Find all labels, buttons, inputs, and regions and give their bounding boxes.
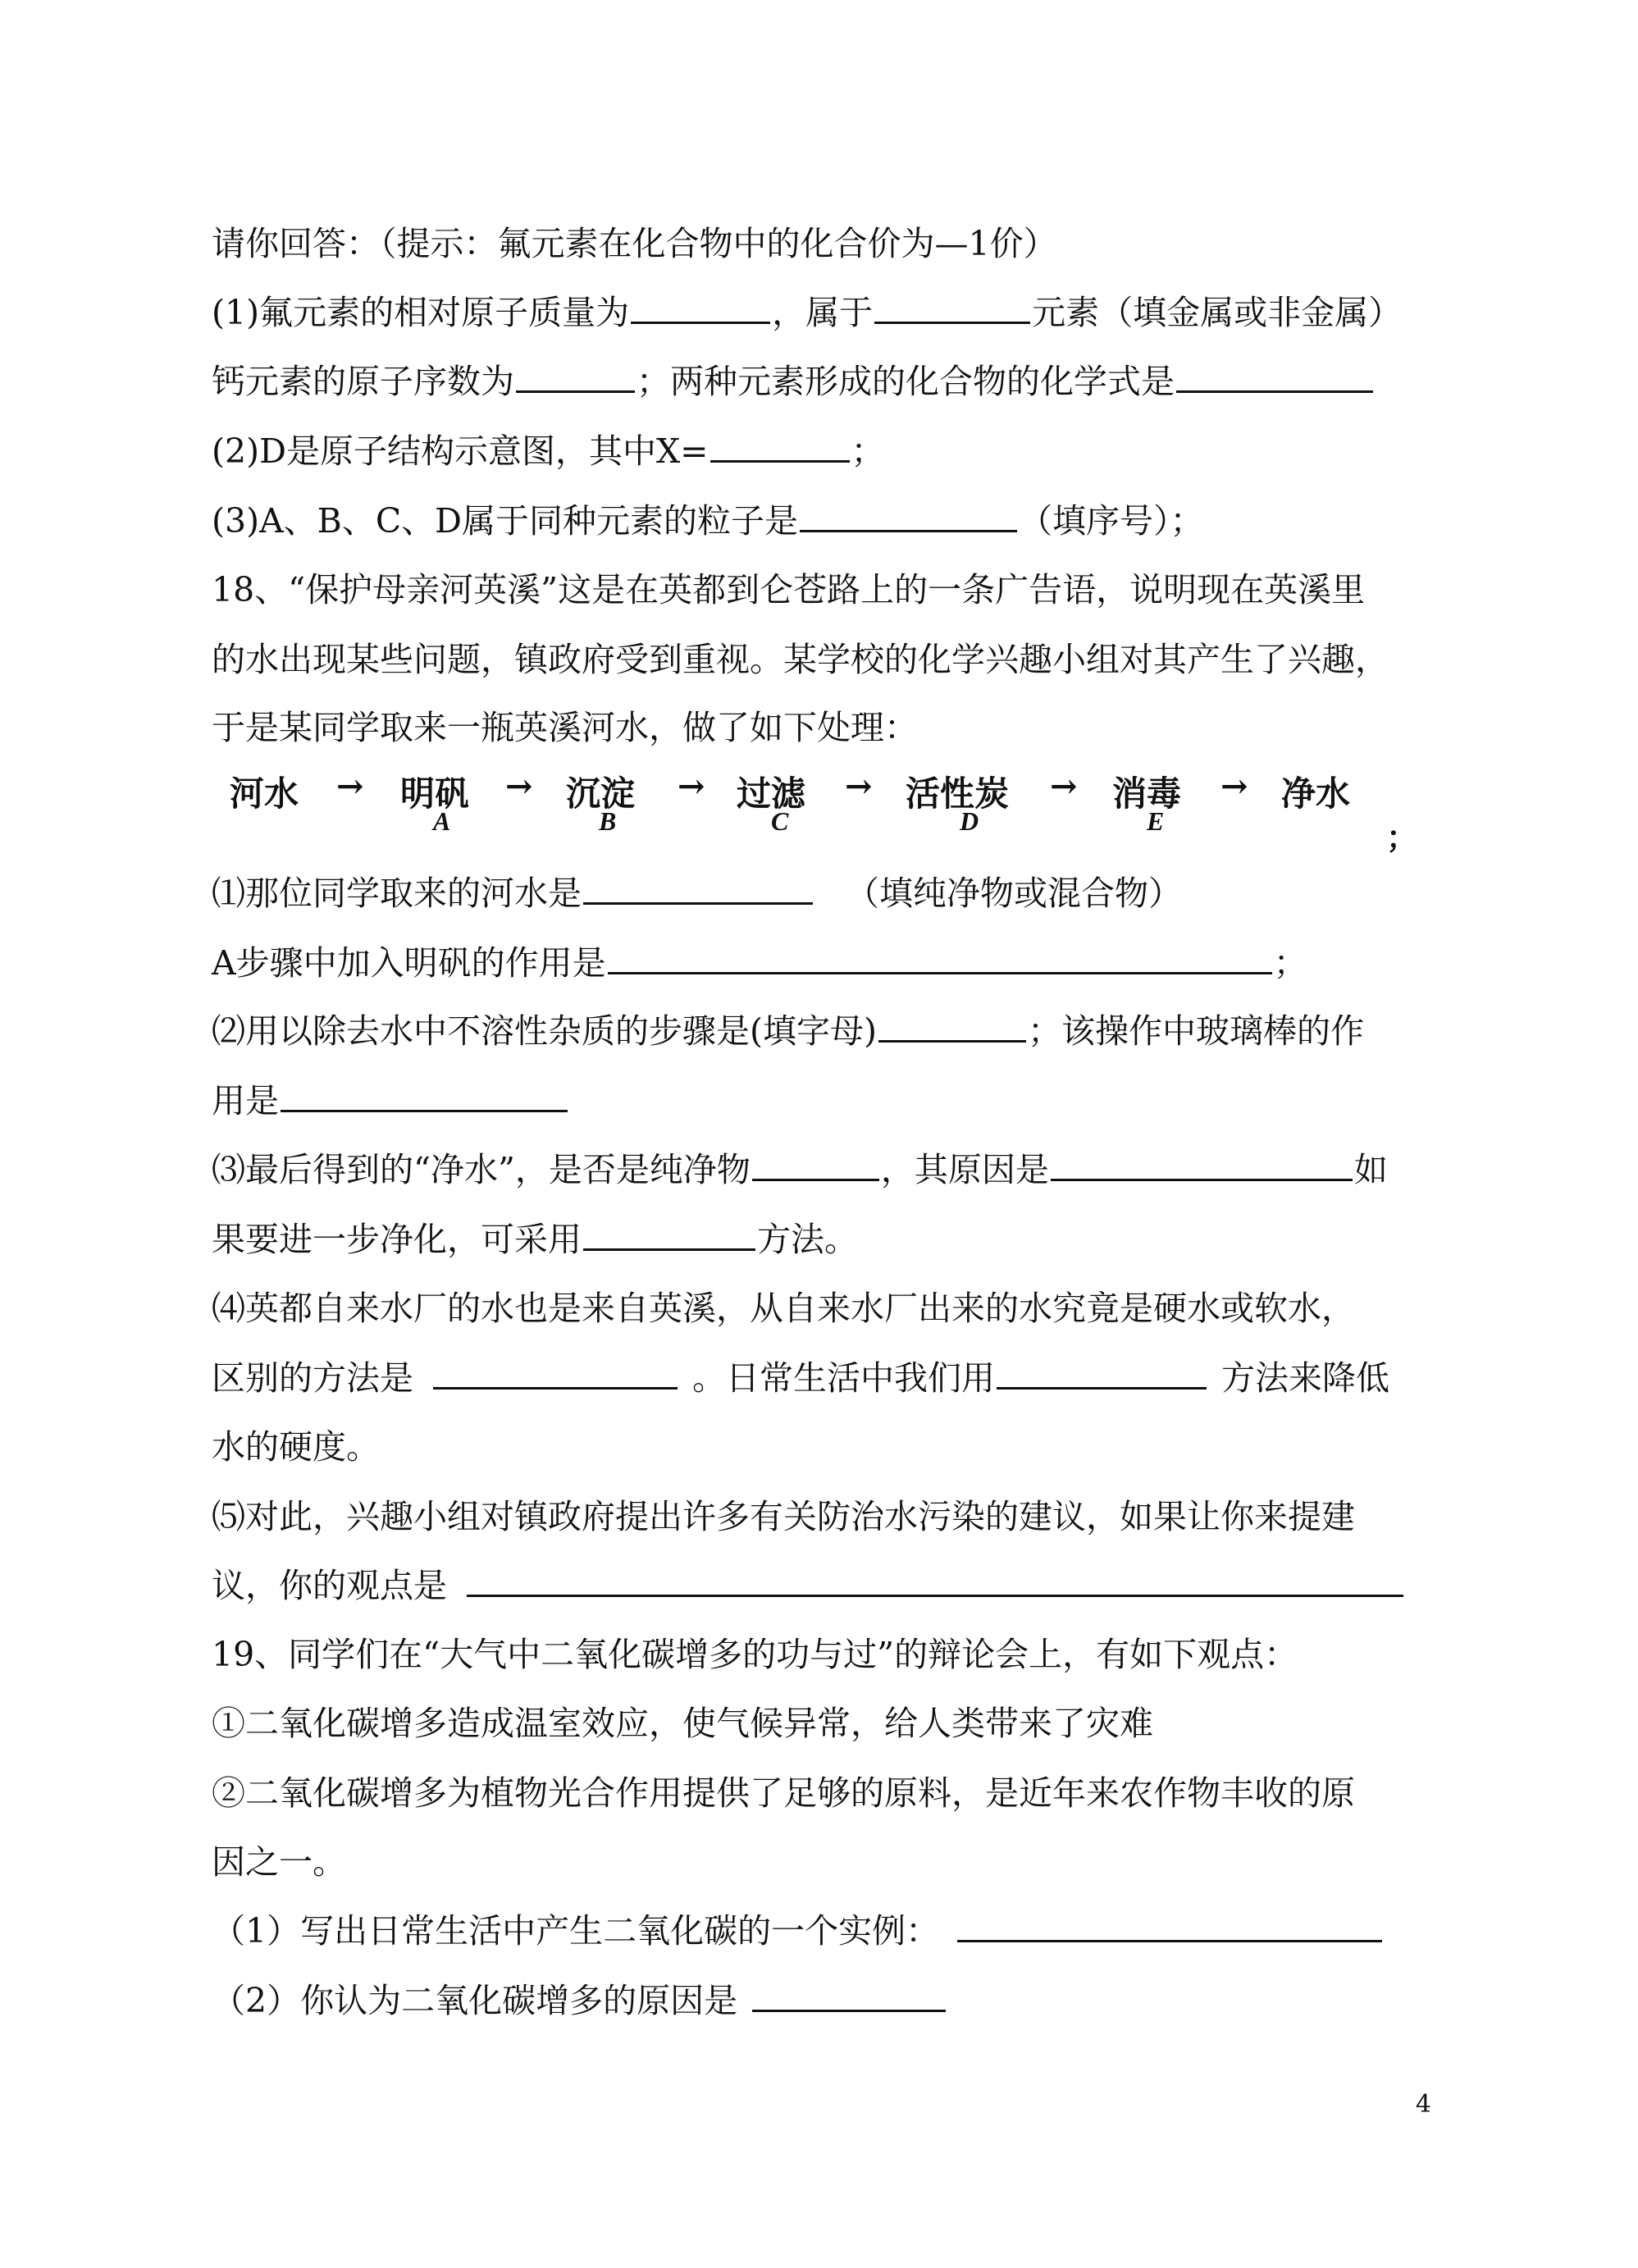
q18-stem-line-3	[212, 704, 1433, 751]
q17-calcium-line	[212, 358, 1433, 405]
flow-step: 过滤	[737, 773, 806, 814]
q18-text: 。日常生活中我们用	[692, 1358, 995, 1398]
flow-arrow: →	[678, 767, 705, 805]
q19-text: 19、同学们在“大气中二氧化碳增多的功与过”的辩论会上，有如下观点：	[212, 1635, 1298, 1674]
flow-letter: B	[599, 806, 617, 836]
q18-part3-line	[212, 1146, 1433, 1193]
flow-arrow: →	[845, 767, 873, 805]
q18-glass-rod-line	[212, 1077, 1433, 1125]
q18-text: 议，你的观点是	[212, 1566, 447, 1605]
q18-text: ；该操作中玻璃棒的作	[1028, 1011, 1364, 1051]
q19-sub1-line	[212, 1907, 1433, 1955]
flow-arrow: →	[1050, 767, 1078, 805]
q19-text: ①二氧化碳增多造成温室效应，使气候异常，给人类带来了灾难	[212, 1704, 1153, 1743]
flow-step: 明矾	[400, 773, 470, 814]
answer-blank[interactable]	[583, 869, 813, 905]
answer-blank[interactable]	[710, 427, 850, 463]
flow-step: 消毒	[1112, 773, 1182, 814]
q19-text: （1）写出日常生活中产生二氧化碳的一个实例：	[212, 1911, 940, 1951]
q18-text: ⑵用以除去水中不溶性杂质的步骤是(填字母)	[212, 1011, 877, 1051]
q17-text: (1)氟元素的相对原子质量为	[212, 293, 630, 332]
answer-blank[interactable]	[874, 289, 1030, 324]
q19-sub2-line	[212, 1977, 1433, 2024]
q19-view1-line	[212, 1700, 1433, 1747]
answer-blank[interactable]	[752, 1977, 946, 2012]
q18-text: 18、“保护母亲河英溪”这是在英都到仑苍路上的一条广告语，说明现在英溪里	[212, 570, 1366, 609]
answer-blank[interactable]	[1176, 358, 1373, 393]
q17-text: (3)A、B、C、D属于同种元素的粒子是	[212, 501, 799, 541]
answer-blank[interactable]	[997, 1354, 1207, 1390]
flow-arrow: →	[336, 767, 364, 805]
answer-blank[interactable]	[752, 1146, 879, 1181]
page-number: 4	[1415, 2090, 1431, 2119]
flow-step: 河水	[230, 773, 299, 814]
q19-text: ②二氧化碳增多为植物光合作用提供了足够的原料，是近年来农作物丰收的原	[212, 1773, 1355, 1813]
answer-blank[interactable]	[467, 1562, 1403, 1597]
q18-hardness-end-line	[212, 1423, 1433, 1471]
answer-blank[interactable]	[800, 497, 1017, 532]
q17-part2-line	[212, 427, 1433, 475]
answer-blank[interactable]	[878, 1007, 1026, 1043]
flow-arrow: →	[1221, 767, 1248, 805]
flow-letter: E	[1147, 806, 1165, 836]
q18-part2-line	[212, 1007, 1433, 1055]
q18-text: ⑸对此，兴趣小组对镇政府提出许多有关防治水污染的建议，如果让你来提建	[212, 1497, 1355, 1536]
q18-text: ⑴那位同学取来的河水是	[212, 874, 582, 913]
hint-text: 请你回答：（提示：氟元素在化合物中的化合价为—1价）	[212, 224, 1057, 263]
q17-part1-line	[212, 289, 1433, 336]
q18-stem-line-2	[212, 636, 1433, 683]
q19-text: （2）你认为二氧化碳增多的原因是	[212, 1981, 738, 2020]
q19-view2-line	[212, 1769, 1433, 1817]
q18-purify-line	[212, 1216, 1433, 1263]
q17-part3-line	[212, 497, 1433, 545]
answer-blank[interactable]	[516, 358, 635, 393]
answer-blank[interactable]	[281, 1077, 568, 1112]
q18-text: 如	[1353, 1150, 1388, 1189]
q17-text: (2)D是原子结构示意图，其中X=	[212, 431, 709, 471]
q18-alum-line	[212, 939, 1433, 987]
answer-blank[interactable]	[583, 1216, 755, 1251]
q18-text: ；	[1273, 943, 1307, 983]
q18-stem-line-1	[212, 566, 1433, 614]
flow-step: 净水	[1281, 773, 1351, 814]
q19-view2-end-line	[212, 1838, 1433, 1886]
q17-text: ；两种元素形成的化合物的化学式是	[636, 362, 1175, 401]
q18-text: 的水出现某些问题，镇政府受到重视。某学校的化学兴趣小组对其产生了兴趣，	[212, 640, 1389, 679]
flow-step: 沉淀	[566, 773, 636, 814]
q18-opinion-line	[212, 1562, 1433, 1609]
purification-flow	[212, 767, 1442, 836]
q17-text: （填序号）；	[1019, 501, 1204, 541]
q18-part1-line	[212, 869, 1433, 917]
q17-text: 钙元素的原子序数为	[212, 362, 514, 401]
answer-blank[interactable]	[957, 1907, 1382, 1942]
answer-blank[interactable]	[1051, 1146, 1353, 1181]
q18-text: 方法。	[757, 1220, 858, 1259]
flow-step: 活性炭	[906, 773, 1010, 814]
q17-text: 元素（填金属或非金属）	[1032, 293, 1403, 332]
q18-hardness-line	[212, 1354, 1433, 1402]
q18-text: ⑶最后得到的“净水”，是否是纯净物	[212, 1150, 751, 1189]
q18-part5-line	[212, 1493, 1433, 1540]
flow-letter: A	[433, 806, 451, 836]
q19-text: 因之一。	[212, 1842, 346, 1882]
answer-blank[interactable]	[433, 1354, 678, 1390]
q18-text: 用是	[212, 1081, 279, 1120]
q18-text: 果要进一步净化，可采用	[212, 1220, 582, 1259]
q18-text: ⑷英都自来水厂的水也是来自英溪，从自来水厂出来的水究竟是硬水或软水，	[212, 1289, 1355, 1328]
hint-line	[212, 220, 1433, 267]
flow-letter: C	[771, 806, 789, 836]
q19-stem-line	[212, 1631, 1433, 1678]
q17-text: ，属于	[772, 293, 874, 332]
flow-letter: D	[960, 806, 979, 836]
q18-text: （填纯净物或混合物）	[846, 874, 1182, 913]
q18-text: 于是某同学取来一瓶英溪河水，做了如下处理：	[212, 708, 918, 747]
q18-part4-line	[212, 1285, 1433, 1332]
q18-text: ，其原因是	[880, 1150, 1049, 1189]
q18-text: 水的硬度。	[212, 1427, 380, 1467]
flow-arrow: →	[505, 767, 533, 805]
q18-text: A步骤中加入明矾的作用是	[212, 943, 606, 983]
q17-text: ；	[851, 431, 885, 471]
q18-text: 区别的方法是	[212, 1358, 413, 1398]
answer-blank[interactable]	[631, 289, 770, 324]
answer-blank[interactable]	[608, 939, 1272, 974]
flow-end-mark: ；	[1386, 819, 1418, 856]
q18-text: 方法来降低	[1221, 1358, 1389, 1398]
